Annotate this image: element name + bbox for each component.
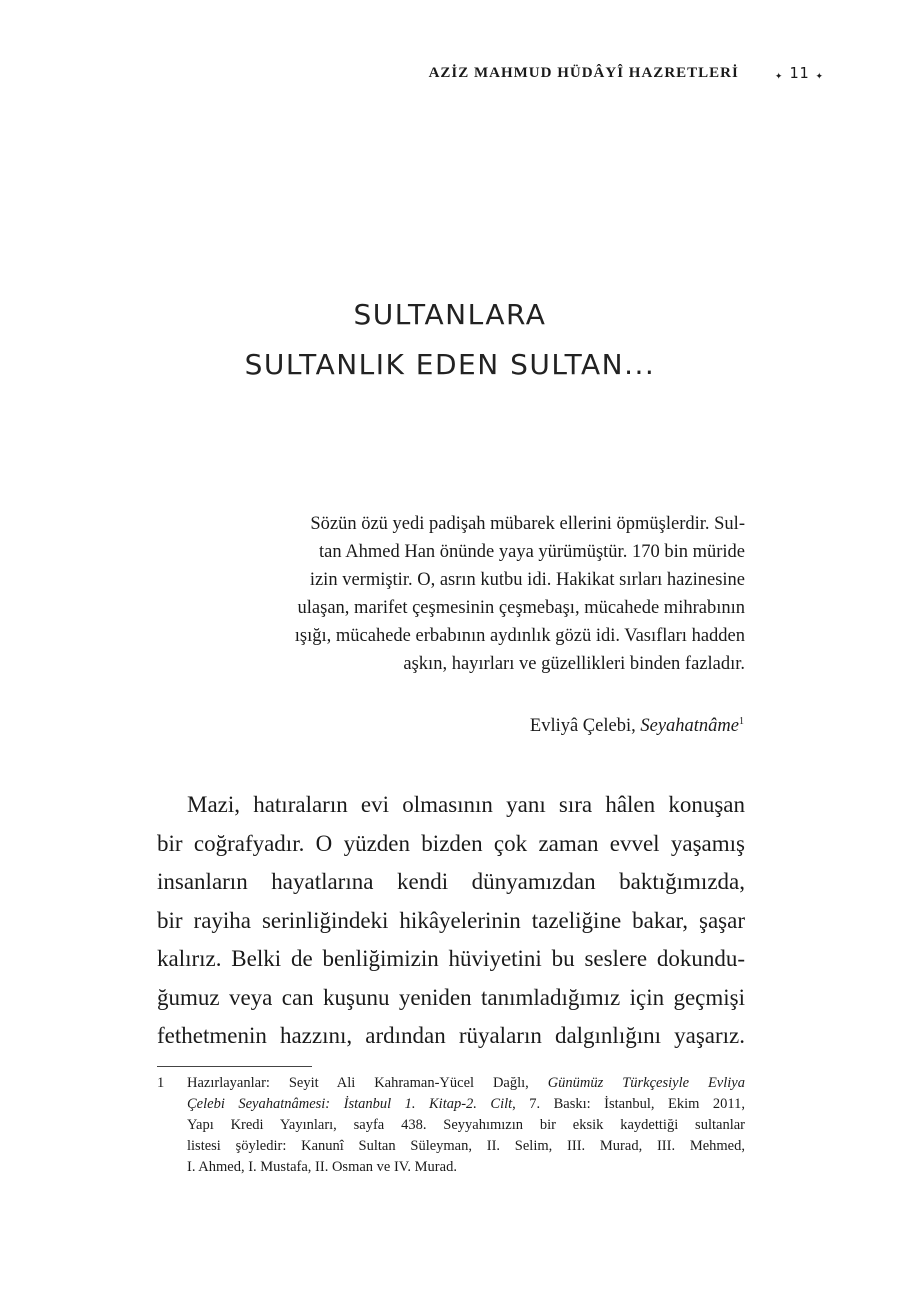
chapter-title [0,290,900,390]
epigraph-line: ışığı, mücahede erbabının aydınlık gözü idi. Vasıfları hadden [294,626,745,646]
epigraph-line: tan Ahmed Han önünde yaya yürümüştür. 170 bin müride [319,542,745,562]
body-line: bir coğrafyadır. O yüzden bizden çok zaman evvel yaşamış [157,830,745,856]
footnote-line2-text: , 7. Baskı: İstanbul, Ekim 2011, [512,1096,745,1112]
body-line: Mazi, hatıraların evi olmasının yanı sıra hâlen konuşan [187,792,745,817]
footnote-line: listesi şöyledir: Kanunî Sultan Süleyman, II. Selim, III. Murad, III. Mehmed, [187,1138,745,1154]
footnote-divider [157,1066,312,1067]
body-line: fethetmenin hazzını, ardından rüyaların dalgınlığını yaşarız. [157,1023,745,1048]
footnote-reference[interactable]: 1 [739,716,744,727]
page-number: 11 [789,64,810,82]
footnote-line [187,1094,745,1115]
footnote-line: I. Ahmed, I. Mustafa, II. Osman ve IV. Murad. [187,1159,457,1175]
chapter-title-line-2: SULTANLIK EDEN SULTAN... [244,348,656,381]
footnote-number: 1 [157,1075,165,1091]
footnote-text [187,1073,745,1178]
epigraph-line: izin vermiştir. O, asrın kutbu idi. Hakikat sırları hazinesine [309,570,745,590]
attribution-author: Evliyâ Çelebi, [529,716,641,737]
footnote [157,1073,745,1178]
body-paragraph [157,786,745,1056]
body-line: kalırız. Belki de benliğimizin hüviyetini bu seslere dokundu- [157,946,745,971]
body-line: bir rayiha serinliğindeki hikâyelerinin tazeliğine bakar, şaşar [157,907,745,933]
footnote-line [187,1073,745,1094]
epigraph-line: aşkın, hayırları ve güzellikleri binden fazladır. [403,654,745,674]
chapter-title-line-1: SULTANLARA [353,298,547,331]
body-line: insanların hayatlarına kendi dünyamızdan baktığımızda, [157,869,745,894]
footnote-line1-text: Hazırlayanlar: Seyit Ali Kahraman-Yücel Dağlı, [187,1075,548,1091]
epigraph-line: ulaşan, marifet çeşmesinin çeşmebaşı, mücahede mihrabının [297,598,745,618]
epigraph-line: Sözün özü yedi padişah mübarek ellerini öpmüşlerdir. Sul- [310,514,745,534]
epigraph-attribution [530,716,744,737]
footnote-line: Yapı Kredi Yayınları, sayfa 438. Seyyahımızın bir eksik kaydettiği sultanlar [187,1117,745,1133]
body-line: ğumuz veya can kuşunu yeniden tanımladığımız için geçmişi [157,984,745,1010]
attribution-work: Seyahatnâme [640,716,739,737]
ornament-left-icon: ✦ [774,70,784,81]
footnote-line1-italic: Günümüz Türkçesiyle Evliya [547,1075,745,1091]
running-title: AZİZ MAHMUD HÜDÂYÎ HAZRETLERİ [428,64,739,81]
running-header [429,64,830,82]
epigraph-quote [215,510,745,678]
footnote-line2-italic: Çelebi Seyahatnâmesi: İstanbul 1. Kitap-2. Cilt [187,1096,513,1112]
ornament-right-icon: ✦ [815,70,824,81]
